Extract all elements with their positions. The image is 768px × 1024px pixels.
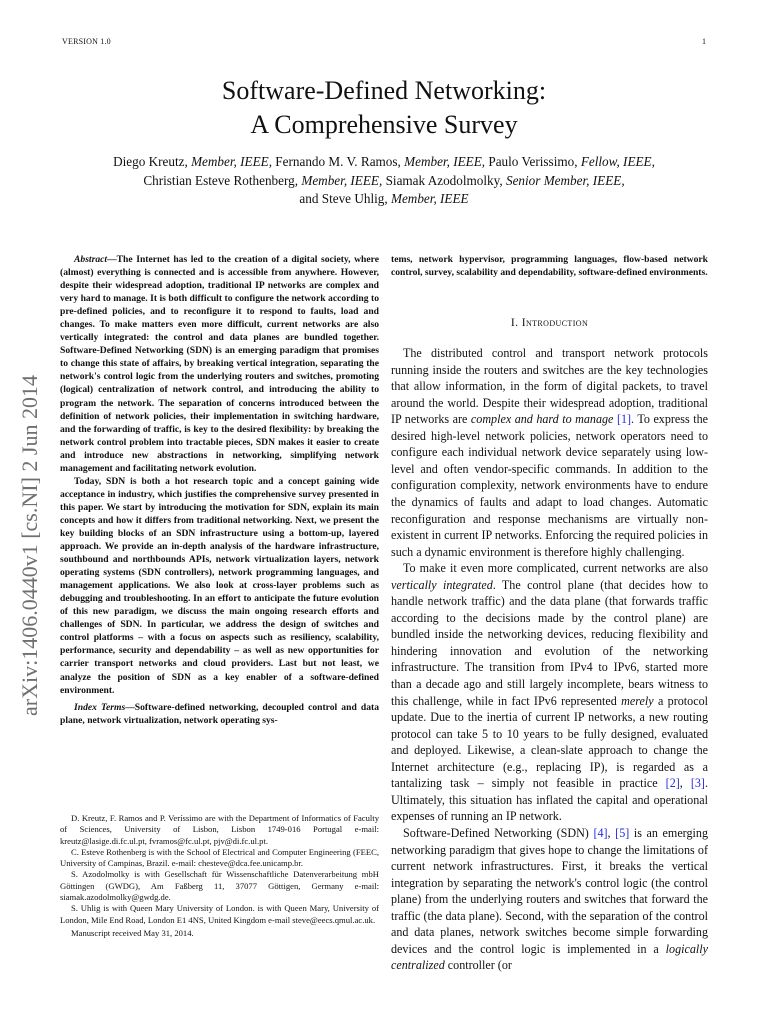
author-line-3 — [64, 190, 704, 209]
text-run: The distributed control and transport network protocols running inside the routers and switches are the key technologies that allow information, in the form of digital packets, to travel around the world. Despite their widespread adoption, traditional IP networks are — [391, 346, 708, 427]
abstract-text-1: —The Internet has led to the creation of a digital society, where (almost) everything is connected and is accessible from anywhere. However, despite their widespread adoption, traditional IP networks are complex and very hard to manage. It is both difficult to configure the network according to pre-defined policies, and to reconfigure it to respond to faults, load and changes. To make matters even more difficult, current networks are also vertically integrated: the control and data planes are bundled together. Software-Defined Networking (SDN) is an emerging paradigm that promises to change this state of affairs, by breaking vertical integration, separating the network's control logic from the underlying routers and switches, promoting (logical) centralization of network control, and introducing the ability to program the network. The separation of concerns introduced between the definition of network policies, their implementation in switching hardware, and the forwarding of traffic, is key to the desired flexibility: by breaking the network control problem into tractable pieces, SDN makes it easier to create and introduce new abstractions in networking, simplifying network management and facilitating network evolution. — [60, 254, 379, 474]
text-run: , — [607, 825, 616, 840]
text-run: Software-Defined Networking (SDN) — [403, 825, 594, 840]
text-run: a protocol update. Due to the inertia of current IP networks, a new routing protocol can take 5 to 10 years to be fully designed, evaluated and deployed. Likewise, a clean-slate approach to change the Internet architecture (e.g., replacing IP), is regarded as a tantalizing task – simply not feasible in practice — [391, 693, 708, 791]
section-heading-introduction — [391, 316, 708, 329]
text-run: To make it even more complicated, current networks are also — [403, 561, 708, 576]
title-line-2: A Comprehensive Survey — [250, 110, 518, 139]
emphasis: complex and hard to manage — [470, 412, 614, 427]
author-role: Member, IEEE, — [191, 154, 276, 169]
author-name: Siamak Azodolmolky, — [385, 172, 506, 188]
index-terms — [60, 701, 379, 727]
author-name: Paulo Verissimo, — [488, 154, 581, 169]
emphasis: logically centralized — [391, 941, 708, 973]
affiliation-azodolmolky: S. Azodolmolky is with Gesellschaft für Wissenschaftliche Datenverarbeitung mbH Göttingen (GWDG), Am Faßberg 11, 37077 Göttigen, Germany e-mail: siamak.azodolmolky@gwdg.de. — [60, 869, 379, 903]
abstract-paragraph-2: Today, SDN is both a hot research topic and a concept gaining wide acceptance in industry, which justifies the comprehensive survey presented in this paper. We start by introducing the motivation for SDN, explain its main concepts and how it differs from traditional networking. Next, we present the key building blocks of an SDN infrastructure using a bottom-up, layered approach. We provide an in-depth analysis of the hardware infrastructure, southbound and northbounds APIs, network virtualization layers, network operating systems (SDN controllers), network programming languages, and management applications. We also look at cross-layer problems such as debugging and troubleshooting. In an effort to anticipate the future evolution of this new paradigm, we discuss the main ongoing research efforts and challenges of SDN. In particular, we address the design of switches and control platforms – with a focus on aspects such as resiliency, scalability, performance, security and dependability – as well as new opportunities for carrier transport networks and cloud providers. Last but not least, we analyze the position of SDN as a key enabler of a software-defined environment. — [60, 475, 379, 696]
author-role: Member, IEEE — [390, 191, 469, 207]
intro-paragraph-3 — [391, 825, 708, 974]
text-run: . The control plane (that decides how to handle network traffic) and the data plane (that forwards traffic according to the decisions made by the control plane) are bundled inside the networking devices, reducing flexibility and hindering innovation and evolution of the networking infrastructure. The transition from IPv4 to IPv6, started more than a decade ago and still largely incomplete, bears witness to this challenge, while in fact IPv6 represented — [391, 577, 708, 708]
affiliation-rothenberg: C. Esteve Rothenberg is with the School of Electrical and Computer Engineering (FEEC, University of Campinas, Brazil. e-mail: chesteve@dca.fee.unicamp.br. — [60, 846, 379, 869]
citation-link[interactable]: [3] — [690, 776, 705, 791]
arxiv-identifier: arXiv:1406.0440v1 [cs.NI] 2 Jun 2014 — [17, 375, 42, 716]
paper-title — [84, 74, 684, 142]
text-run: controller (or — [444, 958, 512, 973]
author-name: and Steve Uhlig, — [299, 191, 391, 207]
text-run: . To express the desired high-level network policies, network operators need to configure each individual network device separately using low-level and often vendor-specific commands. In addition to the configuration complexity, network environments have to endure the dynamics of faults and adapt to load changes. Automatic reconfiguration and response mechanisms are virtually non-existent in current IP networks. Enforcing the required policies in such a dynamic environment is therefore highly challenging. — [391, 412, 708, 559]
abstract-label: Abstract — [74, 254, 108, 265]
title-line-1: Software-Defined Networking: — [221, 76, 547, 105]
author-role: Member, IEEE, — [301, 172, 386, 188]
author-role: Member, IEEE, — [404, 154, 489, 169]
citation-link[interactable]: [5] — [615, 825, 630, 840]
index-terms-text: —Software-defined networking, decoupled control and data plane, network virtualization, network operating sys- — [60, 701, 379, 726]
citation-link[interactable]: [2] — [665, 776, 680, 791]
index-terms-continued: tems, network hypervisor, programming languages, flow-based network control, survey, scalability and dependability, software-defined environments. — [391, 254, 708, 279]
author-role: Fellow, IEEE, — [580, 154, 655, 169]
section-title: Introduction — [521, 316, 589, 330]
author-role: Senior Member, IEEE, — [505, 172, 625, 188]
text-run: . Ultimately, this situation has inflated the capital and operational expenses of running an IP network. — [391, 776, 708, 824]
citation-link[interactable]: [4] — [593, 825, 608, 840]
index-terms-label: Index Terms — [74, 701, 126, 713]
running-head: VERSION 1.0 — [62, 37, 111, 46]
left-column — [60, 253, 379, 727]
section-number: I. — [510, 316, 522, 330]
text-run: , — [679, 776, 691, 791]
abstract-paragraph-1 — [60, 253, 379, 475]
author-line-2 — [64, 172, 704, 191]
emphasis: vertically integrated — [391, 577, 493, 592]
page-number: 1 — [702, 37, 706, 46]
author-name: Christian Esteve Rothenberg, — [143, 172, 302, 188]
citation-link[interactable]: [1] — [616, 412, 632, 427]
author-name: Diego Kreutz, — [113, 154, 192, 169]
intro-paragraph-2 — [391, 560, 708, 825]
introduction-body — [391, 345, 708, 974]
manuscript-received: Manuscript received May 31, 2014. — [71, 927, 194, 938]
affiliations-footnote — [60, 813, 379, 939]
right-column — [391, 253, 708, 974]
text-run: is an emerging networking paradigm that gives hope to change the limitations of current network infrastructures. First, it breaks the vertical integration by separating the network's control logic (the control plane) from the underlying routers and switches that forward the traffic (the data plane). Second, with the separation of the control and data planes, network switches become simple forwarding devices and the control logic is implemented in a — [391, 825, 708, 956]
affiliation-kreutz-ramos-verissimo: D. Kreutz, F. Ramos and P. Veríssimo are with the Department of Informatics of Faculty of Sciences, University of Lisbon, Lisbon 1749-016 Portugal e-mail: kreutz@lasige.di.fc.ul.pt, fvramos@fc.ul.pt, pjv@di.fc.ul.pt. — [60, 813, 379, 846]
emphasis: merely — [621, 693, 654, 708]
author-name: Fernando M. V. Ramos, — [275, 154, 405, 169]
affiliation-uhlig: S. Uhlig is with Queen Mary University of London. is with Queen Mary, University of London, Mile End Road, London E1 4NS, United Kingdom e-mail steve@eecs.qmul.ac.uk. — [60, 903, 379, 925]
author-list — [64, 153, 704, 209]
abstract — [60, 253, 379, 697]
intro-paragraph-1 — [391, 345, 708, 560]
author-line-1 — [64, 153, 704, 172]
